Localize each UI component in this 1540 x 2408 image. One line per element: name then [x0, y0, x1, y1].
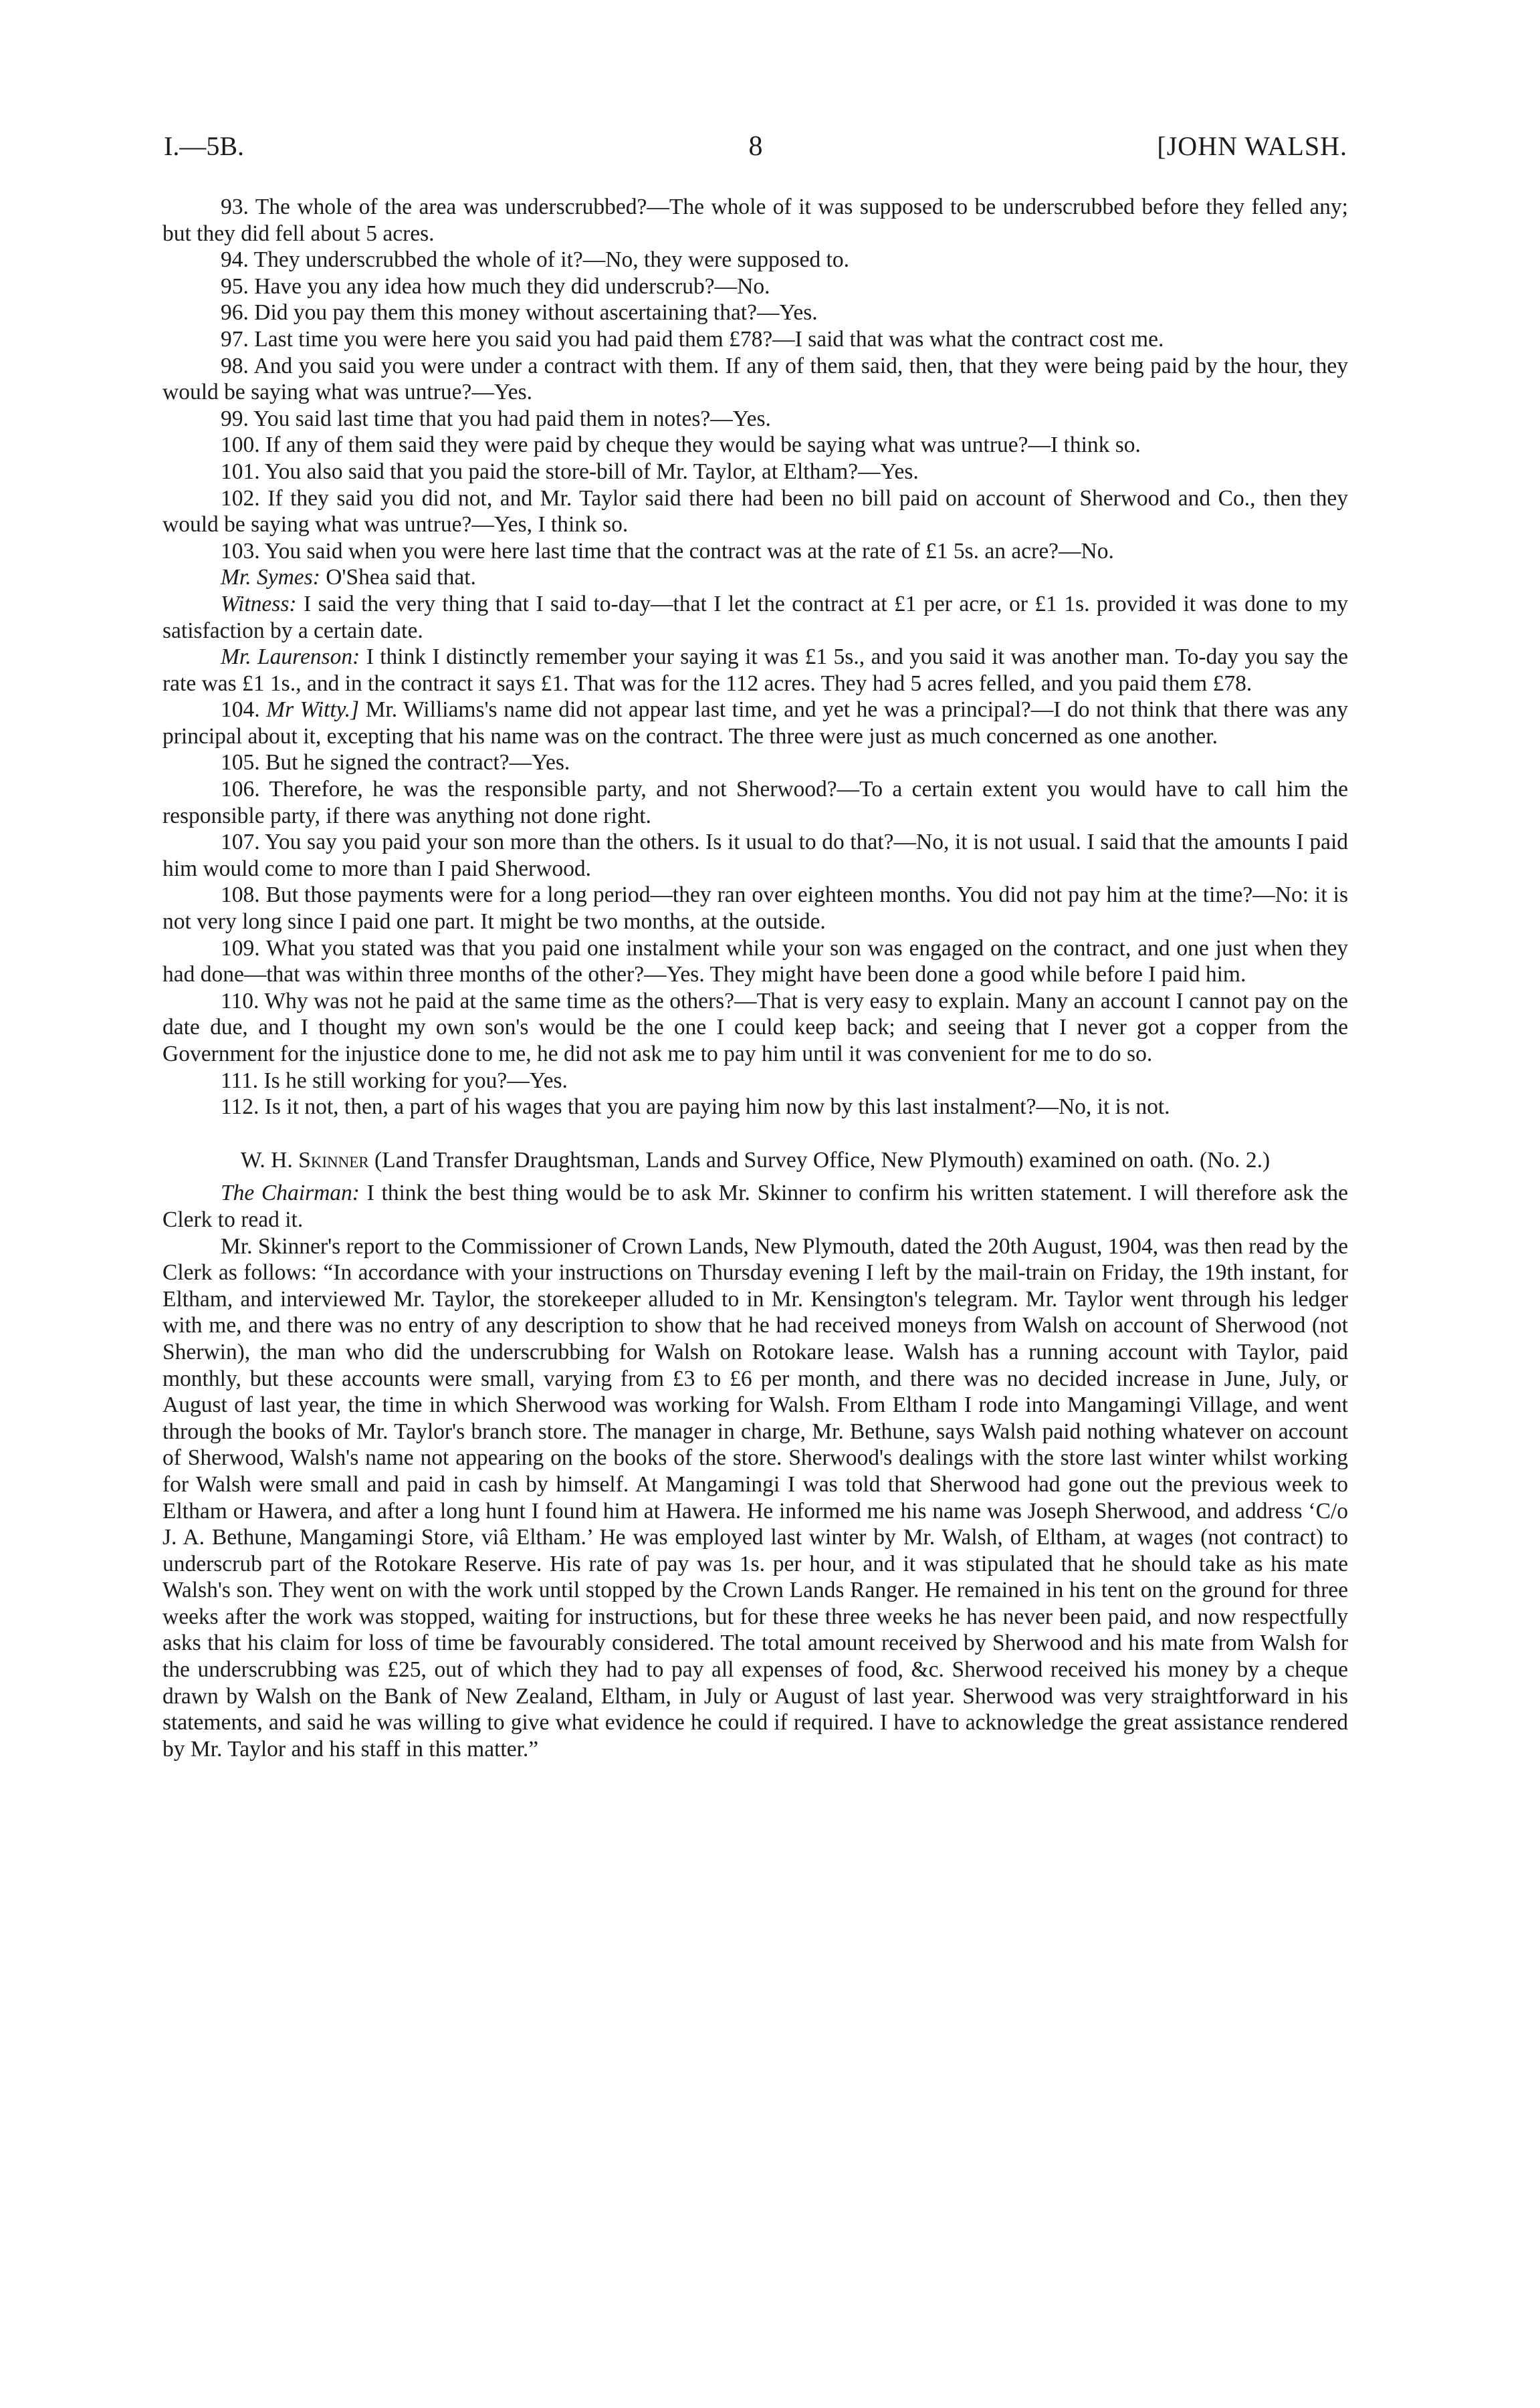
question: 98. And you said you were under a contract with them. If any of them said, then, that they were being paid by the hour, they would be saying what was untrue?—Yes.	[162, 353, 1348, 405]
question: 95. Have you any idea how much they did underscrub?—No.	[221, 273, 770, 299]
question: 94. They underscrubbed the whole of it?—No, they were supposed to.	[221, 247, 849, 273]
interjection-laurenson: Mr. Laurenson: I think I distinctly remember your saying it was £1 5s., and you said it was another man. To-day you say the rate was £1 1s., and in the contract it says £1. That was for the 112 acres. They had 5 acres felled, and you paid them £78.	[162, 644, 1349, 696]
question: 104. Mr Witty.] Mr. Williams's name did not appear last time, and yet he was a principal?—I do not think that there was any principal about it, excepting that his name was on the contract. The three were just as much concerned as one another.	[162, 697, 1349, 749]
question: 93. The whole of the area was underscrubbed?—The whole of it was supposed to be underscrubbed before they felled any; but they did fell about 5 acres.	[162, 195, 1348, 246]
question-list-1	[162, 194, 1348, 564]
interjection-witness: Witness: I said the very thing that I said to-day—that I let the contract at £1 per acre, or £1 1s. provided it was done to my satisfaction by a certain date.	[162, 591, 1349, 643]
question: 109. What you stated was that you paid one instalment while your son was engaged on the contract, and one just when they had done—that was within three months of the other?—Yes. They might have been done a good while before I paid him.	[162, 935, 1348, 987]
question: 111. Is he still working for you?—Yes.	[221, 1068, 568, 1093]
question: 105. But he signed the contract?—Yes.	[221, 750, 570, 775]
page-number: 8	[748, 131, 763, 162]
report-text: Mr. Skinner's report to the Commissioner of Crown Lands, New Plymouth, dated the 20th August, 1904, was then read by the Clerk as follows: “In accordance with your instructions on Thursday evening I left by the mail-train on Friday, the 19th instant, for Eltham, and interviewed Mr. Taylor, the storekeeper alluded to in Mr. Kensington's telegram. Mr. Taylor went through his ledger with me, and there was no entry of any description to show that he had received moneys from Walsh on account of Sherwood (not Sherwin), the man who did the underscrubbing for Walsh on Rotokare lease. Walsh has a running account with Taylor, paid monthly, but these accounts were small, varying from £3 to £6 per month, and there was no decided increase in June, July, or August of last year, the time in which Sherwood was working for Walsh. From Eltham I rode into Mangamingi Village, and went through the books of Mr. Taylor's branch store. The manager in charge, Mr. Bethune, says Walsh paid nothing whatever on account of Sherwood, Walsh's name not appearing on the books of the store. Sherwood's dealings with the store last winter whilst working for Walsh were small and paid in cash by himself. At Mangamingi I was told that Sherwood had gone out the previous week to Eltham or Hawera, and after a long hunt I found him at Hawera. He informed me his name was Joseph Sherwood, and address ‘C/o J. A. Bethune, Mangamingi Store, viâ Eltham.’ He was employed last winter by Mr. Walsh, of Eltham, at wages (not contract) to underscrub part of the Rotokare Reserve. His rate of pay was 1s. per hour, and it was stipulated that he should take as his mate Walsh's son. They went on with the work until stopped by the Crown Lands Ranger. He remained in his tent on the ground for three weeks after the work was stopped, waiting for instructions, but for these three weeks he has never been paid, and now respectfully asks that his claim for loss of time be favourably considered. The total amount received by Sherwood and his mate from Walsh for the underscrubbing was £25, out of which they had to pay all expenses of food, &c. Sherwood received his money by a cheque drawn by Walsh on the Bank of New Zealand, Eltham, in July or August of last year. Sherwood was very straightforward in his statements, and said he was willing to give what evidence he could if required. I have to acknowledge the great assistance rendered by Mr. Taylor and his staff in this matter.”	[162, 1233, 1348, 1762]
question: 108. But those payments were for a long period—they ran over eighteen months. You did not pay him at the time?—No: it is not very long since I paid one part. It might be two months, at the outside.	[162, 882, 1348, 935]
paper-reference: I.—5B.	[164, 131, 244, 161]
question: 106. Therefore, he was the responsible party, and not Sherwood?—To a certain extent you would have to call him the responsible party, if there was anything not done right.	[162, 777, 1348, 828]
interjection-symes: Mr. Symes: O'Shea said that.	[221, 565, 476, 590]
page-header	[164, 130, 1347, 170]
question: 100. If any of them said they were paid by cheque they would be saying what was untrue?—I think so.	[221, 433, 1141, 458]
question: 107. You say you paid your son more than the others. Is it usual to do that?—No, it is not usual. I said that the amounts I paid him would come to more than I paid Sherwood.	[162, 830, 1349, 881]
question: 97. Last time you were here you said you had paid them £78?—I said that was what the contract cost me.	[221, 326, 1164, 352]
running-head: [JOHN WALSH.	[1157, 131, 1347, 161]
question: 99. You said last time that you had paid them in notes?—Yes.	[221, 406, 771, 431]
question: 110. Why was not he paid at the same time as the others?—That is very easy to explain. Many an account I cannot pay on the date due, and I thought my own son's would be the one I could keep back; and seeing that I never got a copper from the Government for the injustice done to me, he did not ask me to pay him until it was convenient for me to do so.	[162, 988, 1348, 1066]
evidence-text	[162, 194, 1348, 1762]
question: 112. Is it not, then, a part of his wages that you are paying him now by this last instalment?—No, it is not.	[221, 1094, 1170, 1120]
question: 101. You also said that you paid the store-bill of Mr. Taylor, at Eltham?—Yes.	[221, 459, 919, 484]
question: 96. Did you pay them this money without ascertaining that?—Yes.	[221, 300, 818, 326]
witness-name: W. H. Skinner	[240, 1147, 369, 1173]
question: 103. You said when you were here last time that the contract was at the rate of £1 5s. an acre?—No.	[221, 538, 1114, 564]
chairman-statement: The Chairman: I think the best thing would be to ask Mr. Skinner to confirm his written statement. I will therefore ask the Clerk to read it.	[162, 1181, 1348, 1232]
witness-heading: W. H. Skinner (Land Transfer Draughtsman, Lands and Survey Office, New Plymouth) examined on oath. (No. 2.)	[240, 1147, 1271, 1173]
question: 102. If they said you did not, and Mr. Taylor said there had been no bill paid on account of Sherwood and Co., then they would be saying what was untrue?—Yes, I think so.	[162, 485, 1349, 537]
question-list-2	[162, 749, 1348, 1120]
